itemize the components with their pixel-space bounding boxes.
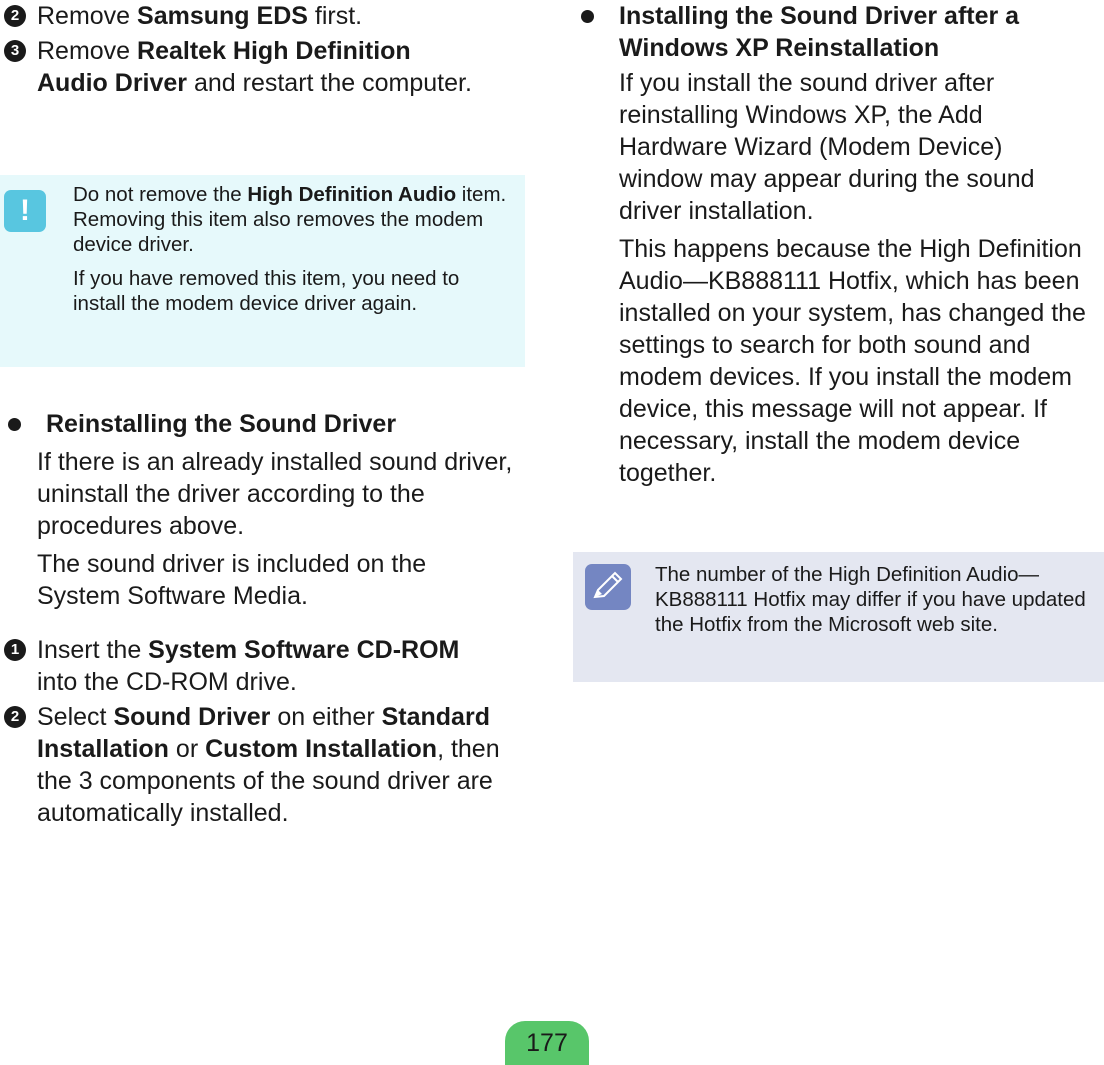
step-number: 3 — [4, 40, 26, 62]
exclamation-icon: ! — [4, 190, 46, 232]
note-text: The number of the High Definition Audio—KB888111 Hotfix may differ if you have updated the Hotfix from the Microsoft web site. — [655, 563, 1086, 636]
warning-text: Do not remove the High Definition Audio item. Removing this item also removes the modem device driver. If you have removed this item, you need to install the modem device driver again. — [73, 183, 507, 315]
reinstall-section: Reinstalling the Sound Driver If there is an already installed sound driver, uninstall the driver according to the procedures above. The sound driver is included on the System Software Media. — [0, 408, 525, 612]
page-number: 177 — [505, 1021, 589, 1065]
section-heading: Installing the Sound Driver after a Windows XP Reinstallation — [573, 0, 1089, 64]
step-number: 2 — [4, 706, 26, 728]
pencil-note-icon — [585, 564, 631, 610]
bullet-icon — [8, 418, 21, 431]
step-remove-samsung-eds: 2 Remove Samsung EDS first. — [0, 0, 525, 32]
section-heading: Reinstalling the Sound Driver — [0, 408, 525, 440]
step-number: 2 — [4, 5, 26, 27]
step-number: 1 — [4, 639, 26, 661]
step-insert-cd: 1 Insert the System Software CD-ROM into the CD-ROM drive. — [0, 634, 477, 698]
step-remove-realtek: 3 Remove Realtek High Definition Audio Driver and restart the computer. — [0, 35, 477, 99]
step-select-sound-driver: 2 Select Sound Driver on either Standard Installation or Custom Installation, then the 3 components of the sound driver are automatically installed. — [0, 701, 505, 829]
bullet-icon — [581, 10, 594, 23]
note-callout — [573, 552, 1104, 682]
warning-callout — [0, 175, 525, 367]
xp-reinstall-section: Installing the Sound Driver after a Windows XP Reinstallation If you install the sound driver after reinstalling Windows XP, the Add Hardware Wizard (Modem Device) window may appear during the sound driver installation. This happens because the High Definition Audio—KB888111 Hotfix, which has been installed on your system, has changed the settings to search for both sound and modem devices. If you install the modem device, this message will not appear. If necessary, install the modem device together. — [573, 0, 1104, 489]
